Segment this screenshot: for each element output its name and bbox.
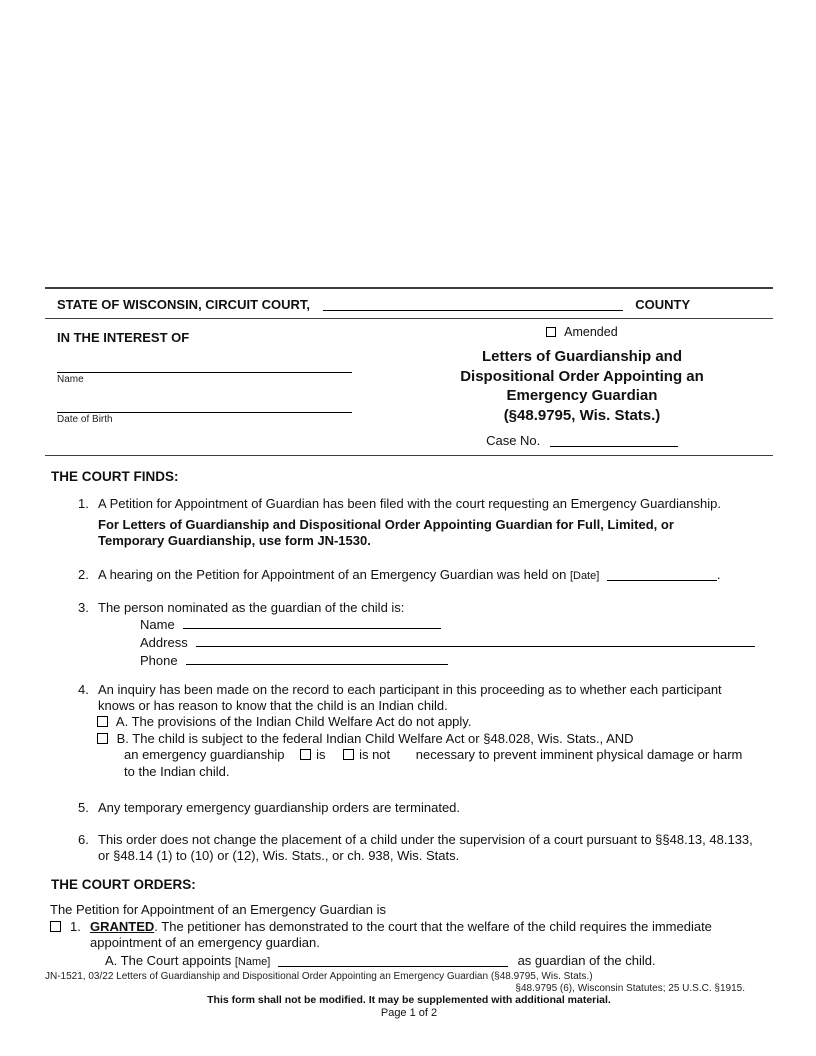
- find-item-5-text: Any temporary emergency guardianship orders are terminated.: [98, 800, 461, 815]
- granted-text: . The petitioner has demonstrated to the court that the welfare of the child requires the immediate appointment of an emergency guardian.: [90, 919, 712, 950]
- granted-checkbox[interactable]: [50, 921, 61, 932]
- modification-notice: This form shall not be modified. It may be supplemented with additional material.: [207, 994, 611, 1006]
- item-number: 2.: [78, 567, 89, 582]
- appoint-row: [105, 953, 761, 970]
- find-item-5: [45, 800, 773, 816]
- form-title-line: Emergency Guardian: [506, 387, 658, 404]
- icwa-option-b-label: B. The child is subject to the federal Indian Child Welfare Act or §48.028, Wis. Stats., AND: [116, 730, 634, 746]
- icwa-option-a-row: [97, 714, 761, 731]
- court-orders-heading: THE COURT ORDERS:: [51, 877, 196, 892]
- date-bracket-label: [Date]: [569, 570, 600, 582]
- guardian-address-label: Address: [140, 635, 188, 650]
- find-item-3-text: The person nominated as the guardian of the child is:: [98, 600, 405, 615]
- child-name-caption: Name: [57, 374, 84, 385]
- find-item-2-text: A hearing on the Petition for Appointment of an Emergency Guardian was held on: [98, 567, 567, 582]
- item-number: 3.: [78, 600, 89, 615]
- court-finds-heading: THE COURT FINDS:: [51, 469, 179, 484]
- case-no-field[interactable]: [550, 435, 678, 447]
- orders-intro: The Petition for Appointment of an Emergency Guardian is: [50, 902, 387, 917]
- is-not-checkbox[interactable]: [343, 749, 354, 760]
- find-item-1-note: For Letters of Guardianship and Dispositional Order Appointing Guardian for Full, Limited, or Temporary Guardianship, use form JN-1530.: [98, 517, 674, 548]
- form-title: [391, 347, 773, 425]
- name-bracket-label: [Name]: [234, 956, 271, 968]
- hearing-date-field[interactable]: [607, 569, 717, 581]
- find-item-6: [45, 832, 773, 864]
- case-number-row: [391, 433, 773, 448]
- granted-label: GRANTED: [90, 919, 155, 934]
- guardian-name-row: [140, 616, 761, 634]
- find-item-4: [45, 682, 773, 780]
- amended-checkbox[interactable]: [546, 327, 556, 337]
- form-title-line: Dispositional Order Appointing an: [460, 367, 704, 385]
- form-title-line: Letters of Guardianship and: [481, 348, 683, 365]
- icwa-option-a-label: A. The provisions of the Indian Child Welfare Act do not apply.: [115, 714, 472, 729]
- guardian-address-row: [140, 634, 761, 652]
- find-item-1: [45, 496, 773, 549]
- form-id-line: JN-1521, 03/22 Letters of Guardianship and Dispositional Order Appointing an Emergency Guardian (§48.9795, Wis. Stats.): [45, 971, 593, 982]
- indian-child-end-line: to the Indian child.: [124, 763, 230, 779]
- dob-caption: Date of Birth: [57, 414, 113, 425]
- child-name-block: [57, 372, 352, 385]
- icwa-option-b-checkbox[interactable]: [97, 733, 108, 744]
- in-interest-label: IN THE INTEREST OF: [57, 330, 190, 345]
- find-item-2: [45, 567, 773, 584]
- find-item-1-body: [98, 496, 773, 549]
- is-not-label: is not: [359, 747, 391, 762]
- find-item-3-body: [98, 600, 773, 670]
- page-number: Page 1 of 2: [380, 1006, 438, 1019]
- item-number: 5.: [78, 800, 89, 815]
- appoint-label: A. The Court appoints: [105, 953, 232, 968]
- guardian-name-field[interactable]: [183, 617, 441, 629]
- form-footer: [45, 971, 773, 1019]
- appointed-guardian-field[interactable]: [278, 955, 508, 967]
- county-field[interactable]: [323, 299, 623, 311]
- county-label: COUNTY: [635, 297, 691, 312]
- statute-line: §48.9795 (6), Wisconsin Statutes; 25 U.S.C. §1915.: [515, 982, 745, 994]
- guardian-address-field[interactable]: [196, 635, 755, 647]
- case-no-label: Case No.: [486, 433, 541, 448]
- find-item-4-text: An inquiry has been made on the record to each participant in this proceeding as to whether each participant knows or has reason to know that the child is an Indian child.: [98, 682, 722, 713]
- dob-field[interactable]: [57, 412, 352, 413]
- necessary-text: necessary to prevent imminent physical damage or harm: [415, 747, 743, 762]
- order-item-1-body: [90, 919, 773, 970]
- find-item-2-body: [98, 567, 773, 584]
- is-label: is: [316, 747, 326, 762]
- appoint-end-label: as guardian of the child.: [517, 953, 656, 968]
- find-item-6-text: This order does not change the placement of a child under the supervision of a court pursuant to §§48.13, 48.133, or §48.14 (1) to (10) or (12), Wis. Stats., or ch. 938, Wis. Stats.: [98, 832, 753, 863]
- court-header-row: [45, 287, 773, 319]
- find-item-2-period: .: [716, 567, 721, 582]
- guardian-phone-field[interactable]: [186, 653, 448, 665]
- party-column: [45, 319, 385, 455]
- caption-grid: [45, 319, 773, 456]
- guardian-phone-label: Phone: [140, 653, 178, 668]
- amended-row: [391, 325, 773, 339]
- child-name-field[interactable]: [57, 372, 352, 373]
- order-item-1: [45, 919, 773, 970]
- state-court-label: STATE OF WISCONSIN, CIRCUIT COURT,: [57, 297, 311, 312]
- guardian-name-label: Name: [140, 617, 175, 632]
- icwa-option-b-continuation: [124, 747, 761, 764]
- guardian-phone-row: [140, 652, 761, 670]
- form-title-line: (§48.9795, Wis. Stats.): [503, 406, 661, 424]
- is-checkbox[interactable]: [300, 749, 311, 760]
- icwa-option-a-checkbox[interactable]: [97, 716, 108, 727]
- find-item-4-body: [98, 682, 773, 780]
- emergency-guardianship-label: an emergency guardianship: [124, 747, 285, 762]
- title-column: [391, 319, 773, 448]
- form-content: [45, 287, 773, 970]
- item-number: 4.: [78, 682, 89, 697]
- icwa-option-b-row: [97, 731, 761, 748]
- find-item-3: [45, 600, 773, 670]
- item-number: 1.: [70, 919, 81, 934]
- dob-block: [57, 412, 352, 425]
- item-number: 6.: [78, 832, 89, 847]
- amended-label: Amended: [564, 325, 618, 339]
- item-number: 1.: [78, 496, 89, 511]
- find-item-1-text: A Petition for Appointment of Guardian has been filed with the court requesting an Emergency Guardianship.: [98, 496, 721, 511]
